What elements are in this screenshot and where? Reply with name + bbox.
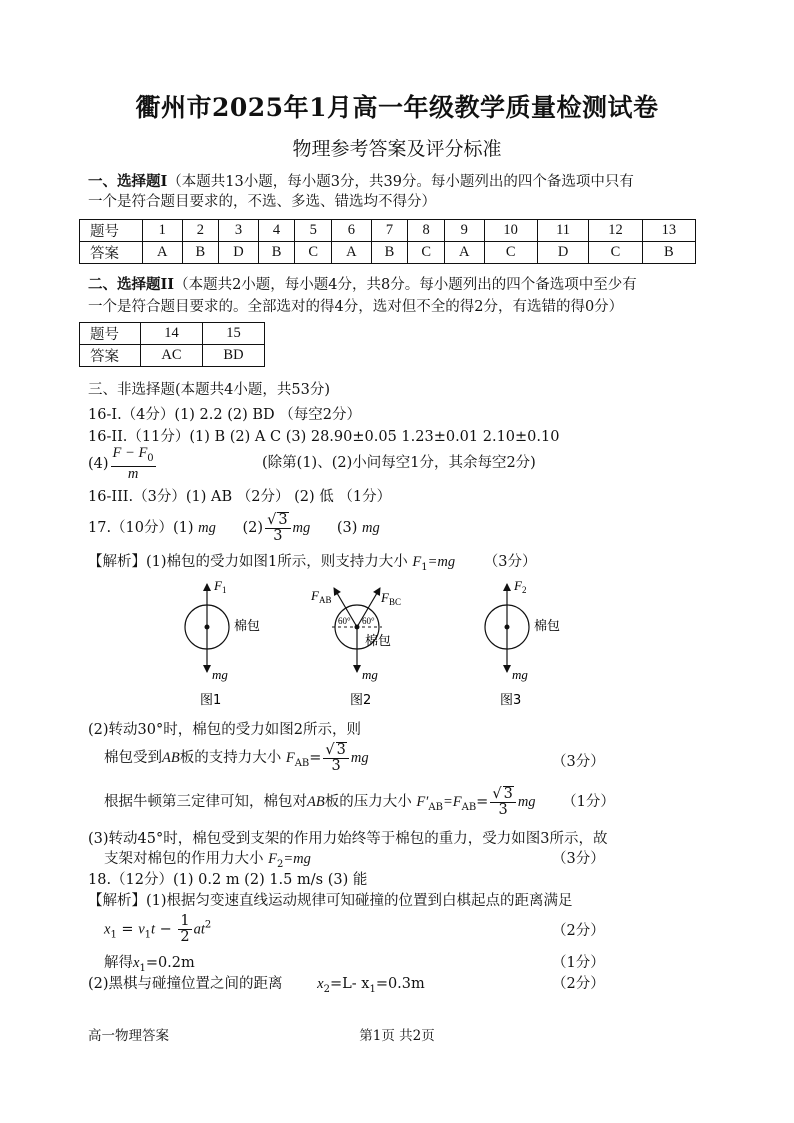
equals: =: [116, 921, 139, 938]
gravity-label: mg: [512, 667, 528, 682]
answer-cell: C: [295, 242, 332, 264]
frac-numerator: 1: [180, 913, 190, 929]
answer-cell: C: [484, 242, 537, 264]
answer-label: 答案: [80, 242, 143, 264]
value: =L- x: [329, 976, 370, 992]
var-t: t: [151, 921, 156, 938]
q16-part1: 16-I.（4分）(1) 2.2 (2) BD （每空2分）: [88, 407, 361, 423]
section1-answer-table: [79, 219, 696, 264]
var-sub: 1: [144, 929, 151, 941]
question-number-label: 题号: [80, 220, 143, 242]
table-row: [80, 220, 696, 242]
force-ab-label: $F_{AB}$: [311, 588, 332, 605]
force-diagrams: [170, 572, 630, 712]
score: （2分）: [552, 976, 605, 992]
question-number: 3: [219, 220, 259, 242]
footer-course: 高一物理答案: [88, 1028, 169, 1044]
question-number: 6: [332, 220, 372, 242]
force-symbol: F′: [416, 794, 429, 810]
angle-left-label: 60°: [338, 616, 351, 626]
force-value: =mg: [427, 554, 456, 570]
section1-title: 一、选择题I: [88, 173, 168, 190]
q18-part2: [88, 974, 425, 1000]
frac-denominator: 3: [498, 802, 508, 818]
force-sub: AB: [461, 801, 477, 813]
q18-analysis: [88, 891, 573, 911]
var-at: at: [193, 921, 205, 938]
exponent: 2: [204, 919, 212, 931]
var-x: x: [133, 955, 140, 971]
board-ab: AB: [162, 750, 180, 766]
figure-3: [485, 578, 560, 708]
q18-equation: [104, 914, 211, 945]
force-bc-label: $F_{BC}$: [381, 590, 401, 607]
body-label: 棉包: [365, 634, 392, 649]
score: （2分）: [552, 923, 605, 939]
q17-part2-line2: [104, 786, 615, 818]
section2-desc: （本题共2小题，每小题4分，共8分。每小题列出的四个备选项中至少有: [174, 277, 637, 293]
text: 棉包受到: [104, 750, 162, 766]
frac-denominator: 3: [273, 528, 283, 544]
question-number: 4: [258, 220, 295, 242]
score: （3分）: [483, 554, 537, 570]
force-value: =mg: [283, 851, 311, 867]
mg: mg: [517, 794, 536, 810]
question-number: 12: [589, 220, 642, 242]
var-sub: 2: [323, 983, 330, 995]
angle-right-label: 60°: [362, 616, 375, 626]
section2-desc-line2: 一个是符合题目要求的。全部选对的得4分，选对但不全的得2分，有选错的得0分）: [88, 299, 624, 315]
answer-cell: B: [258, 242, 295, 264]
var-sub: 1: [369, 983, 376, 995]
q17-part2-line1: [104, 742, 369, 774]
section2-answer-table: [79, 322, 265, 367]
answer-cell: A: [332, 242, 372, 264]
body-label: 棉包: [234, 619, 261, 634]
item4-label: (4): [88, 455, 109, 472]
sqrt-value: 3: [278, 512, 288, 528]
table-row: [80, 345, 265, 367]
frac-denominator: m: [127, 465, 139, 482]
q16-part2: 16-II.（11分）(1) B (2) A C (3) 28.90±0.05 1.23±0.01 2.10±0.10: [88, 429, 560, 445]
table-row: [80, 242, 696, 264]
q17-answers: [88, 512, 380, 544]
force-label: $F_1$: [214, 578, 227, 595]
var-sub: 1: [139, 962, 146, 974]
text: 根据牛顿第三定律可知，棉包对: [104, 794, 307, 810]
answer-cell: B: [371, 242, 408, 264]
force-label: $F_2$: [514, 578, 527, 595]
var-sub: 1: [110, 929, 117, 941]
score: （3分）: [552, 851, 605, 867]
question-number: 15: [203, 323, 265, 345]
text: (2)黑棋与碰撞位置之间的距离: [88, 976, 283, 992]
question-number: 5: [295, 220, 332, 242]
question-number: 1: [143, 220, 183, 242]
var-x: x: [317, 976, 324, 992]
answer-cell: A: [445, 242, 485, 264]
equals: =: [476, 794, 489, 810]
footer-page-number: 第1页 共2页: [359, 1028, 435, 1044]
equals: =: [309, 750, 322, 766]
section2-heading: [88, 275, 637, 295]
fraction: $\frac{√ 3}{3}$: [265, 512, 290, 544]
section3-heading: 三、非选择题(本题共4小题，共53分): [88, 382, 330, 398]
question-number: 2: [182, 220, 219, 242]
question-number: 9: [445, 220, 485, 242]
analysis-tag: 【解析】: [88, 554, 146, 570]
value: =0.3m: [375, 976, 425, 992]
frac-denominator: 2: [180, 929, 190, 945]
question-number: 13: [642, 220, 695, 242]
question-number-label: 题号: [80, 323, 141, 345]
question-number: 10: [484, 220, 537, 242]
answer-cell: D: [537, 242, 588, 264]
q17-head: 17.（10分）(1): [88, 520, 194, 536]
sqrt-value: 3: [503, 786, 513, 802]
question-number: 11: [537, 220, 588, 242]
figure-caption: 图3: [500, 693, 522, 708]
fraction: $\frac{√ 3}{3}$: [490, 786, 515, 818]
section1-desc: （本题共13小题，每小题3分，共39分。每小题列出的四个备选项中只有: [167, 174, 634, 190]
answer-cell: D: [219, 242, 259, 264]
force-sub: AB: [428, 801, 443, 813]
text: 板的支持力大小: [179, 750, 282, 766]
answer-cell: B: [642, 242, 695, 264]
page-subtitle: 物理参考答案及评分标准: [292, 138, 502, 160]
force-sub: 2: [276, 858, 284, 870]
fraction: $\frac{√ 3}{3}$: [323, 742, 348, 774]
q16-part3: 16-III.（3分）(1) AB （2分） (2) 低 （1分）: [88, 489, 392, 505]
answer-label: 答案: [80, 345, 141, 367]
q17-p3-label: (3): [336, 520, 358, 536]
force-symbol: F: [285, 750, 295, 766]
answer-cell: BD: [203, 345, 265, 367]
question-number: 14: [141, 323, 203, 345]
analysis-tag: 【解析】: [88, 893, 146, 909]
fraction: [178, 914, 191, 945]
text: 支架对棉包的作用力大小: [104, 851, 264, 867]
minus: −: [155, 921, 177, 938]
figure-caption: 图1: [200, 693, 222, 708]
answer-cell: B: [182, 242, 219, 264]
frac-numerator: F − F: [112, 445, 148, 461]
figure-1: [185, 578, 260, 708]
force-symbol: F: [412, 554, 422, 570]
board-ab: AB: [307, 794, 325, 810]
analysis-text: (1)棉包的受力如图1所示，则支持力大小: [146, 554, 408, 570]
page-title: 衢州市2025年1月高一年级教学质量检测试卷: [135, 93, 659, 122]
score: （1分）: [552, 955, 605, 971]
answer-cell: C: [589, 242, 642, 264]
q17-p2-label: (2): [242, 520, 264, 536]
text: 板的压力大小: [324, 794, 412, 810]
gravity-label: mg: [212, 667, 228, 682]
force-symbol: =F: [442, 794, 462, 810]
figure-2: [310, 588, 401, 708]
q16-part2-item4: [88, 446, 158, 482]
q17-answer1: mg: [198, 520, 216, 536]
force-sub: 1: [421, 561, 428, 573]
question-number: 8: [408, 220, 445, 242]
score: （3分）: [552, 754, 605, 770]
q17-answer2-mg: mg: [292, 520, 311, 536]
section2-title: 二、选择题II: [88, 276, 175, 293]
var-x: x: [104, 921, 111, 938]
q17-answer3: mg: [362, 520, 380, 536]
q17-part2-intro: (2)转动30°时，棉包的受力如图2所示，则: [88, 722, 361, 738]
frac-denominator: 3: [331, 758, 341, 774]
q18-answers: 18.（12分）(1) 0.2 m (2) 1.5 m/s (3) 能: [88, 872, 368, 888]
mg: mg: [350, 750, 369, 766]
question-number: 7: [371, 220, 408, 242]
body-label: 棉包: [534, 619, 561, 634]
force-sub: AB: [294, 757, 310, 769]
analysis-text: (1)根据匀变速直线运动规律可知碰撞的位置到白棋起点的距离满足: [146, 893, 573, 909]
answer-cell: AC: [141, 345, 203, 367]
section1-desc-line2: 一个是符合题目要求的，不选、多选、错选均不得分）: [88, 194, 436, 210]
gravity-label: mg: [362, 667, 378, 682]
q16-score-note: (除第(1)、(2)小问每空1分，其余每空2分): [262, 455, 536, 471]
sqrt-value: 3: [336, 742, 346, 758]
frac-numerator-sub: 0: [147, 452, 154, 464]
figure-caption: 图2: [350, 693, 372, 708]
table-row: [80, 323, 265, 345]
score: （1分）: [562, 794, 615, 810]
q17-part3-line1: (3)转动45°时，棉包受到支架的作用力始终等于棉包的重力，受力如图3所示，故: [88, 831, 608, 847]
value: =0.2m: [145, 955, 195, 971]
fraction: [111, 446, 156, 482]
section1-heading: [88, 172, 634, 192]
answer-cell: C: [408, 242, 445, 264]
var-v: v: [138, 921, 145, 938]
answer-cell: A: [143, 242, 183, 264]
force-symbol: F: [268, 851, 277, 867]
text: 解得: [104, 955, 133, 971]
